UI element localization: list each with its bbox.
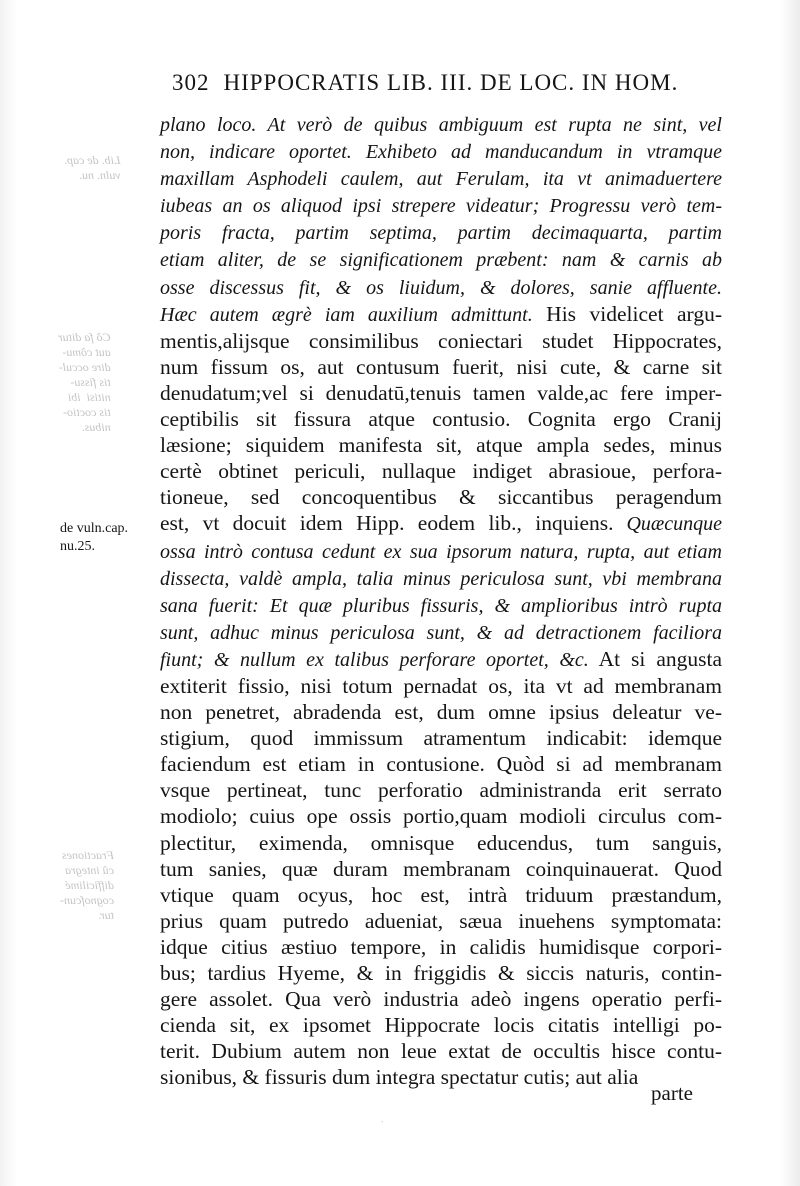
bleed-through-text: Fractiones cũ integra difficilimé cognofcun- tur. xyxy=(60,848,114,922)
text-line xyxy=(160,803,722,829)
line-text: cienda sit, ex ipsomet Hippocrate locis citatis intelligi po- xyxy=(160,1013,722,1038)
text-line xyxy=(160,432,722,458)
text-line xyxy=(160,1038,722,1064)
margin-note-line: de vuln.cap. xyxy=(60,521,129,536)
line-text: denudatum;vel si denudatū,tenuis tamen valde,ac fere imper- xyxy=(160,380,722,405)
text-line xyxy=(160,699,722,725)
line-text: num fissum os, aut contusum fuerit, nisi cute, & carne sit xyxy=(160,354,722,379)
line-text: certè obtinet periculi, nullaque indiget abrasioue, perfora- xyxy=(160,459,722,484)
line-text: bus; tardius Hyeme, & in friggidis & siccis naturis, contin- xyxy=(160,961,722,985)
line-text: sana fuerit: Et quæ pluribus fissuris, & amplioribus intrò rupta xyxy=(160,594,722,617)
text-line xyxy=(160,565,722,592)
line-text: prius quam putredo adueniat, sæua inuehens symptomata: xyxy=(160,908,722,933)
line-text: ossa intrò contusa cedunt ex sua ipsorum natura, rupta, aut etiam xyxy=(160,540,722,563)
text-line xyxy=(160,274,722,301)
text-line xyxy=(160,458,722,484)
line-text: tum sanies, quæ duram membranam coinquinauerat. Quod xyxy=(160,856,722,881)
line-text: iubeas an os aliquod ipsi strepere videatur; Progressu verò tem- xyxy=(160,195,722,218)
line-text: mentis,alijsque consimilibus coniectari studet Hippocrates, xyxy=(160,328,722,353)
line-text: His videlicet argu- xyxy=(532,301,722,326)
line-text: faciendum est etiam in contusione. Quòd si ad membranam xyxy=(160,752,722,777)
bleed-through-text: Cõ fa ditur aut cõmu- dire occul- tis fissu- nitisi ibi tis coctio- nibus. xyxy=(58,330,111,434)
line-text: maxillam Asphodeli caulem, aut Ferulam, ita vt animaduertere xyxy=(160,168,722,191)
line-text: plano loco. At verò de quibus ambiguum est rupta ne sint, vel xyxy=(160,114,722,136)
text-line xyxy=(160,406,722,432)
running-header xyxy=(172,70,692,96)
text-line xyxy=(160,219,722,246)
text-line xyxy=(160,592,722,619)
text-line xyxy=(160,111,722,138)
text-line xyxy=(160,484,722,510)
text-line xyxy=(160,619,722,646)
line-text: ceptibilis sit fissura atque contusio. Cognita ergo Cranij xyxy=(160,407,722,432)
line-text: vtique quam ocyus, hoc est, intrà triduum præstandum, xyxy=(160,882,722,907)
text-line xyxy=(160,960,722,986)
text-line xyxy=(160,510,722,537)
text-line xyxy=(160,673,722,699)
line-text: idque citius æstiuo tempore, in calidis humidisque corpori- xyxy=(160,934,722,959)
line-text: At si angusta xyxy=(588,646,722,671)
italic-segment: fiunt; & nullum ex talibus perforare oportet, &c. xyxy=(160,648,589,671)
text-line xyxy=(160,538,722,565)
line-text: osse discessus fit, & os liuidum, & dolores, sanie affluente. xyxy=(160,276,722,299)
text-line xyxy=(160,1064,722,1090)
text-line xyxy=(160,301,722,328)
line-text: vsque pertineat, tunc perforatio administranda erit serrato xyxy=(160,778,722,803)
line-text: sionibus, & fissuris dum integra spectatur cutis; aut alia xyxy=(160,1065,639,1090)
line-text: gere assolet. Qua verò industria adeò ingens operatio perfi- xyxy=(160,987,722,1012)
italic-segment: Quæcunque xyxy=(613,513,722,536)
text-line xyxy=(160,777,722,803)
line-text: est, vt docuit idem Hipp. eodem lib., inquiens. xyxy=(160,511,614,536)
line-text: stigium, quod immissum atramentum indicabit: idemque xyxy=(160,726,722,751)
line-text: modiolo; cuius ope ossis portio,quam modioli circulus com- xyxy=(160,804,722,829)
text-line xyxy=(160,138,722,165)
text-line xyxy=(160,830,722,856)
catchword: parte xyxy=(651,1081,693,1105)
line-text: læsione; siquidem manifesta sit, atque ampla sedes, minus xyxy=(160,433,722,458)
text-line xyxy=(160,246,722,273)
line-text: extiterit fissio, nisi totum pernadat os, ita vt ad membranam xyxy=(160,673,722,698)
body-text xyxy=(160,111,722,1090)
text-line xyxy=(160,1012,722,1038)
text-line xyxy=(160,882,722,908)
line-text: sunt, adhuc minus periculosa sunt, & ad detractionem faciliora xyxy=(160,621,722,644)
text-line xyxy=(160,354,722,380)
italic-segment: Hæc autem ægrè iam auxilium admittunt. xyxy=(160,303,533,326)
line-text: non, indicare oportet. Exhibeto ad manducandum in vtramque xyxy=(160,141,722,164)
page-mark: · xyxy=(380,1114,385,1129)
text-line xyxy=(160,908,722,934)
line-text: dissecta, valdè ampla, talia minus periculosa sunt, vbi membrana xyxy=(160,567,722,590)
line-text: plectitur, eximenda, omnisque educendus, tum sanguis, xyxy=(160,830,722,855)
text-line xyxy=(160,986,722,1012)
text-line xyxy=(160,380,722,406)
text-line xyxy=(160,192,722,219)
line-text: poris fracta, partim septima, partim decimaquarta, partim xyxy=(160,222,722,245)
margin-note-line: nu.25. xyxy=(60,539,95,554)
text-line xyxy=(160,328,722,354)
line-text: tioneue, sed concoquentibus & siccantibus peragendum xyxy=(160,485,722,510)
line-text: terit. Dubium autem non leue extat de occultis hisce contu- xyxy=(160,1039,722,1064)
page-number: 302 xyxy=(172,70,210,95)
text-line xyxy=(160,725,722,751)
text-line xyxy=(160,856,722,882)
text-line xyxy=(160,646,722,673)
running-title: HIPPOCRATIS LIB. III. DE LOC. IN HOM. xyxy=(223,70,679,95)
line-text: non penetret, abradenda est, dum omne ipsius deleatur ve- xyxy=(160,700,722,725)
text-line xyxy=(160,751,722,777)
text-line xyxy=(160,165,722,192)
text-line xyxy=(160,934,722,960)
line-text: etiam aliter, de se significationem præbent: nam & carnis ab xyxy=(160,249,722,272)
margin-note xyxy=(60,520,155,556)
bleed-through-text: Lib. de cap. vuln. nu. xyxy=(64,153,121,182)
